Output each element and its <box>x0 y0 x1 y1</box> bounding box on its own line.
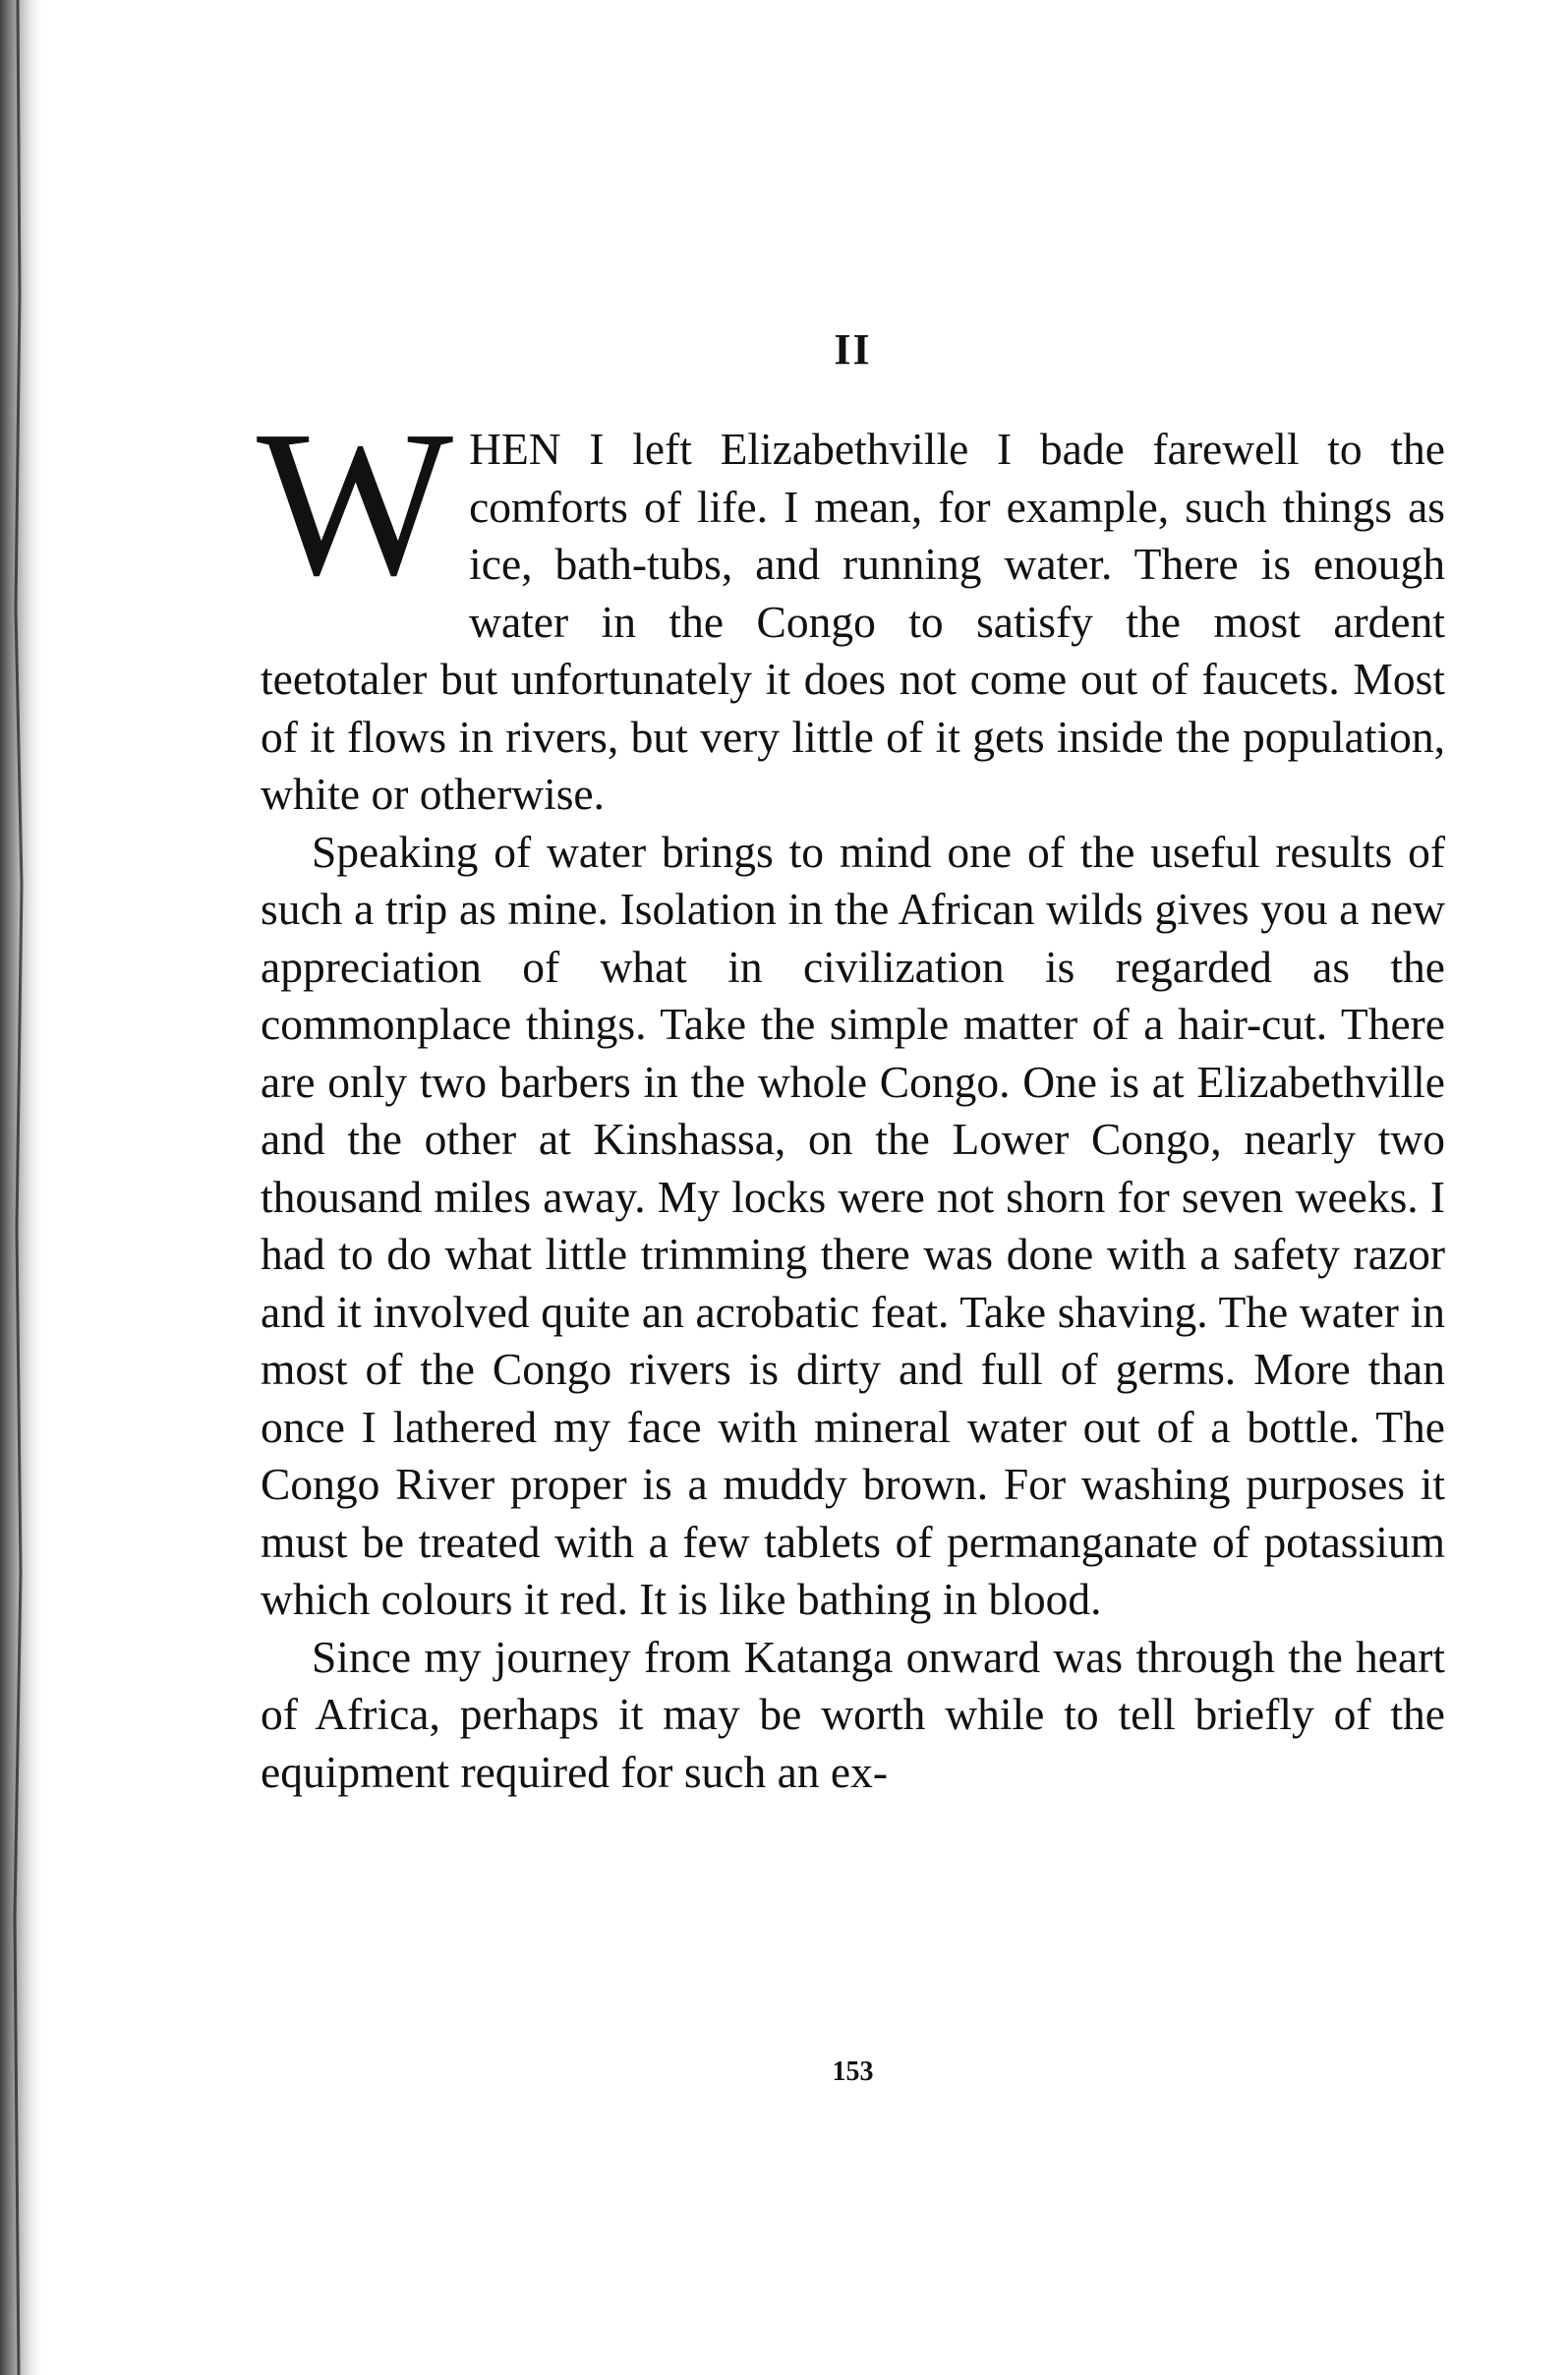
book-page <box>257 0 1445 2375</box>
paragraph-2: Speaking of water brings to mind one of the useful results of such a trip as mine. Isolation in the African wilds gives you a new appreciation of what in civilization is regarded as the commonplace things. Take the simple matter of a hair-cut. There are only two barbers in the whole Congo. One is at Elizabethville and the other at Kinshassa, on the Lower Congo, nearly two thousand miles away. My locks were not shorn for seven weeks. I had to do what little trimming there was done with a safety razor and it involved quite an acrobatic feat. Take shaving. The water in most of the Congo rivers is dirty and full of germs. More than once I lathered my face with mineral water out of a bottle. The Congo River proper is a muddy brown. For washing purposes it must be treated with a few tablets of permanganate of potassium which colours it red. It is like bathing in blood. <box>261 826 1445 1624</box>
paragraph-3: Since my journey from Katanga onward was through the heart of Africa, perhaps it may be worth while to tell briefly of the equipment required for such an ex- <box>261 1631 1445 1797</box>
drop-cap: W <box>257 387 454 618</box>
page-number: 153 <box>832 2056 874 2087</box>
binding-edge-shadow <box>0 0 45 2375</box>
paragraph-1 <box>257 387 1445 824</box>
body-text <box>257 387 1445 1801</box>
paragraph-1-text: HEN I left Elizabethville I bade farewell to the comforts of life. I mean, for example, such things as ice, bath-tubs, and running water. There is enough water in the Congo to satisfy the most ardent teetotaler but unfortunately it does not come out of faucets. Most of it flows in rivers, but very little of it gets inside the population, white or otherwise. <box>261 424 1445 819</box>
chapter-number: II <box>834 325 872 374</box>
